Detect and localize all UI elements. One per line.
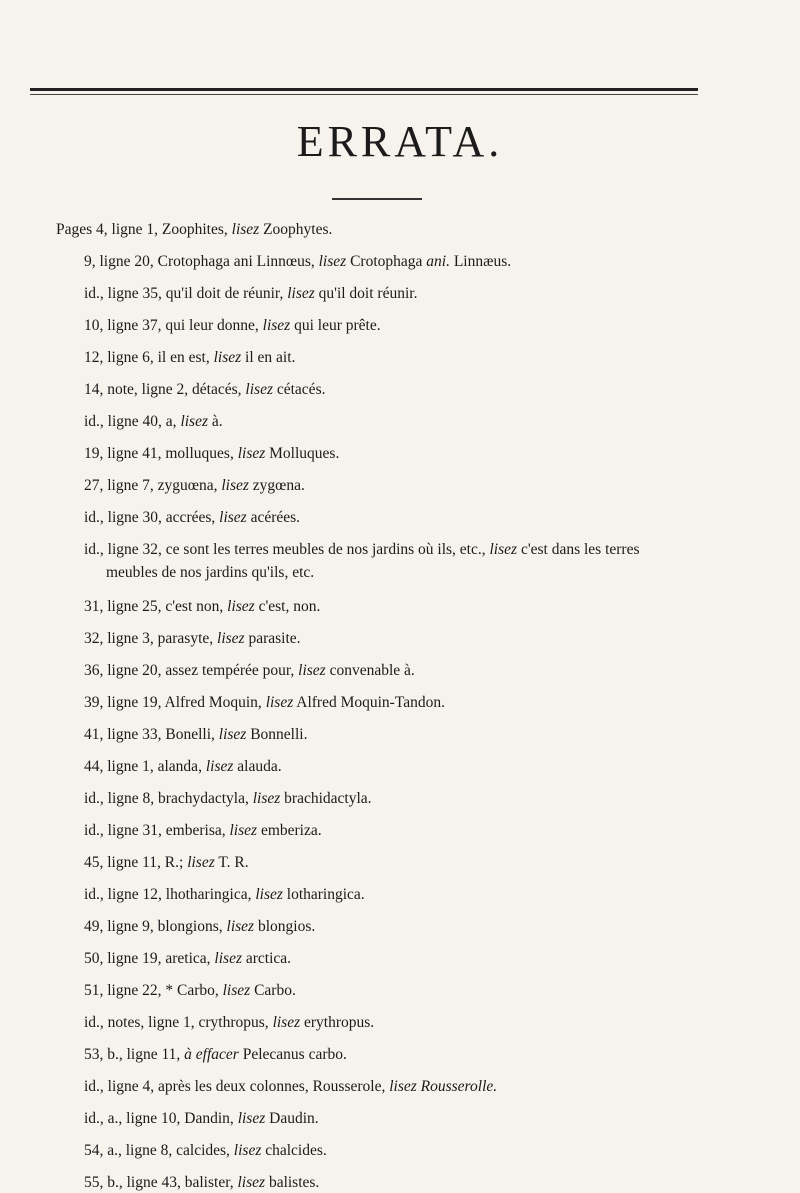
errata-entry (84, 597, 320, 617)
entry-correction-text: Bonnelli. (246, 726, 308, 743)
entry-error-text: meubles de nos jardins qu'ils, etc. (106, 564, 315, 581)
entry-error-text: id., ligne 4, après les deux colonnes, Rousserole, (84, 1078, 390, 1095)
entry-lisez-label: lisez (205, 758, 234, 775)
entry-lisez-label: lisez (237, 1110, 266, 1127)
entry-error-text: 27, ligne 7, zyguœna, (84, 477, 222, 494)
errata-entry (84, 508, 300, 528)
entry-error-text: 55, b., ligne 43, balister, (84, 1174, 238, 1191)
entry-error-text: 41, ligne 33, Bonelli, (84, 726, 219, 743)
entry-correction-text: Pelecanus carbo. (238, 1046, 347, 1063)
entry-error-text: 32, ligne 3, parasyte, (84, 630, 218, 647)
entry-error-text: id., ligne 12, lhotharingica, (84, 886, 256, 903)
entry-correction-text: chalcides. (261, 1142, 327, 1159)
errata-entry (84, 540, 640, 560)
entry-error-text: 49, ligne 9, blongions, (84, 918, 227, 935)
errata-entry (84, 444, 339, 464)
entry-correction-text: Zoophytes. (259, 221, 333, 238)
entry-lisez-label: lisez (227, 598, 255, 615)
entry-italic-text: ani. (426, 253, 450, 270)
page-title: ERRATA. (296, 117, 504, 166)
entry-lisez-label: lisez (389, 1078, 417, 1095)
entry-correction-text: à. (208, 413, 223, 430)
entry-correction-text: zygœna. (248, 477, 305, 494)
entry-lisez-label: lisez (262, 317, 291, 334)
entry-correction-text: c'est dans les terres (517, 541, 640, 558)
entry-lisez-label: lisez (272, 1014, 301, 1031)
errata-entry (84, 949, 291, 969)
entry-error-text: 54, a., ligne 8, calcides, (84, 1142, 234, 1159)
errata-entry (56, 220, 332, 240)
entry-lisez-label: lisez (213, 349, 242, 366)
entry-lisez-label: lisez (214, 950, 242, 967)
entry-lisez-label: lisez (226, 918, 255, 935)
entry-correction-text: convenable à. (325, 662, 415, 679)
entry-correction-text: balistes. (265, 1174, 320, 1191)
entry-error-text: 39, ligne 19, Alfred Moquin, (84, 694, 266, 711)
errata-entry (84, 1141, 327, 1161)
errata-entry (84, 1045, 347, 1065)
entry-error-text: id., notes, ligne 1, crythropus, (84, 1014, 273, 1031)
errata-entry (84, 1013, 374, 1033)
entry-correction-text: emberiza. (257, 822, 322, 839)
entry-lisez-label: lisez (217, 630, 245, 647)
errata-entry (84, 412, 223, 432)
entry-lisez-label: lisez (187, 854, 215, 871)
errata-entry (84, 917, 315, 937)
entry-error-text: 45, ligne 11, R.; (84, 854, 188, 871)
errata-entry (84, 252, 511, 272)
entry-error-text: 14, note, ligne 2, détacés, (84, 381, 246, 398)
errata-entry (84, 380, 325, 400)
entry-lisez-label: lisez (218, 726, 247, 743)
entry-correction-text: qu'il doit réunir. (314, 285, 418, 302)
errata-entry (84, 853, 249, 873)
entry-correction-text: c'est, non. (254, 598, 321, 615)
entry-correction-text: qui leur prête. (290, 317, 381, 334)
entry-error-text: id., ligne 35, qu'il doit de réunir, (84, 285, 288, 302)
entry-correction-text: Carbo. (250, 982, 296, 999)
entry-error-text: id., ligne 8, brachydactyla, (84, 790, 253, 807)
errata-entry (84, 1109, 319, 1129)
errata-entry (84, 476, 305, 496)
entry-error-text: id., ligne 31, emberisa, (84, 822, 230, 839)
entry-correction-text: blongios. (254, 918, 316, 935)
entry-lisez-label: lisez (287, 285, 315, 302)
entry-correction-text: Alfred Moquin-Tandon. (293, 694, 445, 711)
entry-correction-text: arctica. (241, 950, 292, 967)
entry-correction-text: erythropus. (300, 1014, 375, 1031)
entry-lisez-label: lisez (252, 790, 281, 807)
entry-lisez-label: lisez (219, 509, 247, 526)
entry-lisez-label: lisez (229, 822, 258, 839)
entry-error-text: 12, ligne 6, il en est, (84, 349, 214, 366)
entry-correction-text: lotharingica. (282, 886, 365, 903)
entry-error-text: id., ligne 40, a, (84, 413, 181, 430)
entry-lisez-label: lisez (222, 982, 251, 999)
errata-entry (84, 1077, 497, 1097)
errata-entry (84, 789, 372, 809)
entry-correction-text: Molluques. (265, 445, 340, 462)
errata-entry (84, 885, 365, 905)
entry-error-text: id., a., ligne 10, Dandin, (84, 1110, 238, 1127)
entry-lisez-label: lisez (237, 1174, 266, 1191)
entry-correction-tail: Linnæus. (449, 253, 512, 270)
errata-entry (84, 661, 415, 681)
entry-error-text: 36, ligne 20, assez tempérée pour, (84, 662, 299, 679)
entry-correction-text: brachidactyla. (280, 790, 372, 807)
errata-entry (84, 316, 381, 336)
entry-error-text: 44, ligne 1, alanda, (84, 758, 206, 775)
entry-error-text: 31, ligne 25, c'est non, (84, 598, 228, 615)
entry-correction-text: Daudin. (265, 1110, 319, 1127)
errata-entry (84, 821, 322, 841)
errata-entry (84, 693, 445, 713)
entry-lisez-label: lisez (318, 253, 347, 270)
entry-error-text: 53, b., ligne 11, (84, 1046, 185, 1063)
errata-entry (84, 284, 417, 304)
entry-correction-text: il en ait. (241, 349, 296, 366)
errata-entry (84, 629, 301, 649)
entry-error-text: id., ligne 32, ce sont les terres meubles de nos jardins où ils, etc., (84, 541, 490, 558)
entry-lisez-label: lisez (221, 477, 249, 494)
errata-entry (106, 563, 314, 583)
errata-entry (84, 725, 307, 745)
errata-entry (84, 1173, 319, 1193)
entry-correction-text: alauda. (233, 758, 282, 775)
errata-entry (84, 757, 282, 777)
entry-lisez-label: lisez (237, 445, 266, 462)
errata-entry (84, 348, 295, 368)
entry-lisez-label: lisez (298, 662, 326, 679)
entry-error-text: 10, ligne 37, qui leur donne, (84, 317, 263, 334)
entry-correction-text: Crotophaga (346, 253, 427, 270)
errata-entry (84, 981, 296, 1001)
entry-lisez-label: lisez (245, 381, 273, 398)
entry-error-text: 19, ligne 41, molluques, (84, 445, 238, 462)
entry-correction-text: parasite. (244, 630, 301, 647)
entry-lisez-label: lisez (233, 1142, 262, 1159)
entry-correction-text: cétacés. (272, 381, 326, 398)
entry-error-text: id., ligne 30, accrées, (84, 509, 220, 526)
entry-lisez-label: lisez (489, 541, 518, 558)
entry-lisez-label: lisez (231, 221, 260, 238)
entry-lisez-label: lisez (255, 886, 283, 903)
top-double-rule (30, 88, 698, 91)
title-underline (332, 198, 422, 200)
entry-error-text: Pages 4, ligne 1, Zoophites, (56, 221, 232, 238)
entry-error-text: 50, ligne 19, aretica, (84, 950, 215, 967)
entry-lisez-label: lisez (180, 413, 208, 430)
top-thin-rule (30, 94, 698, 95)
entry-lisez-label: lisez (265, 694, 294, 711)
entry-correction-text: T. R. (214, 854, 249, 871)
entry-lisez-label: à effacer (184, 1046, 239, 1063)
entry-italic-text: Rousserolle. (420, 1078, 498, 1095)
entry-correction-text: acérées. (246, 509, 301, 526)
entry-error-text: 51, ligne 22, * Carbo, (84, 982, 223, 999)
entry-error-text: 9, ligne 20, Crotophaga ani Linnœus, (84, 253, 319, 270)
